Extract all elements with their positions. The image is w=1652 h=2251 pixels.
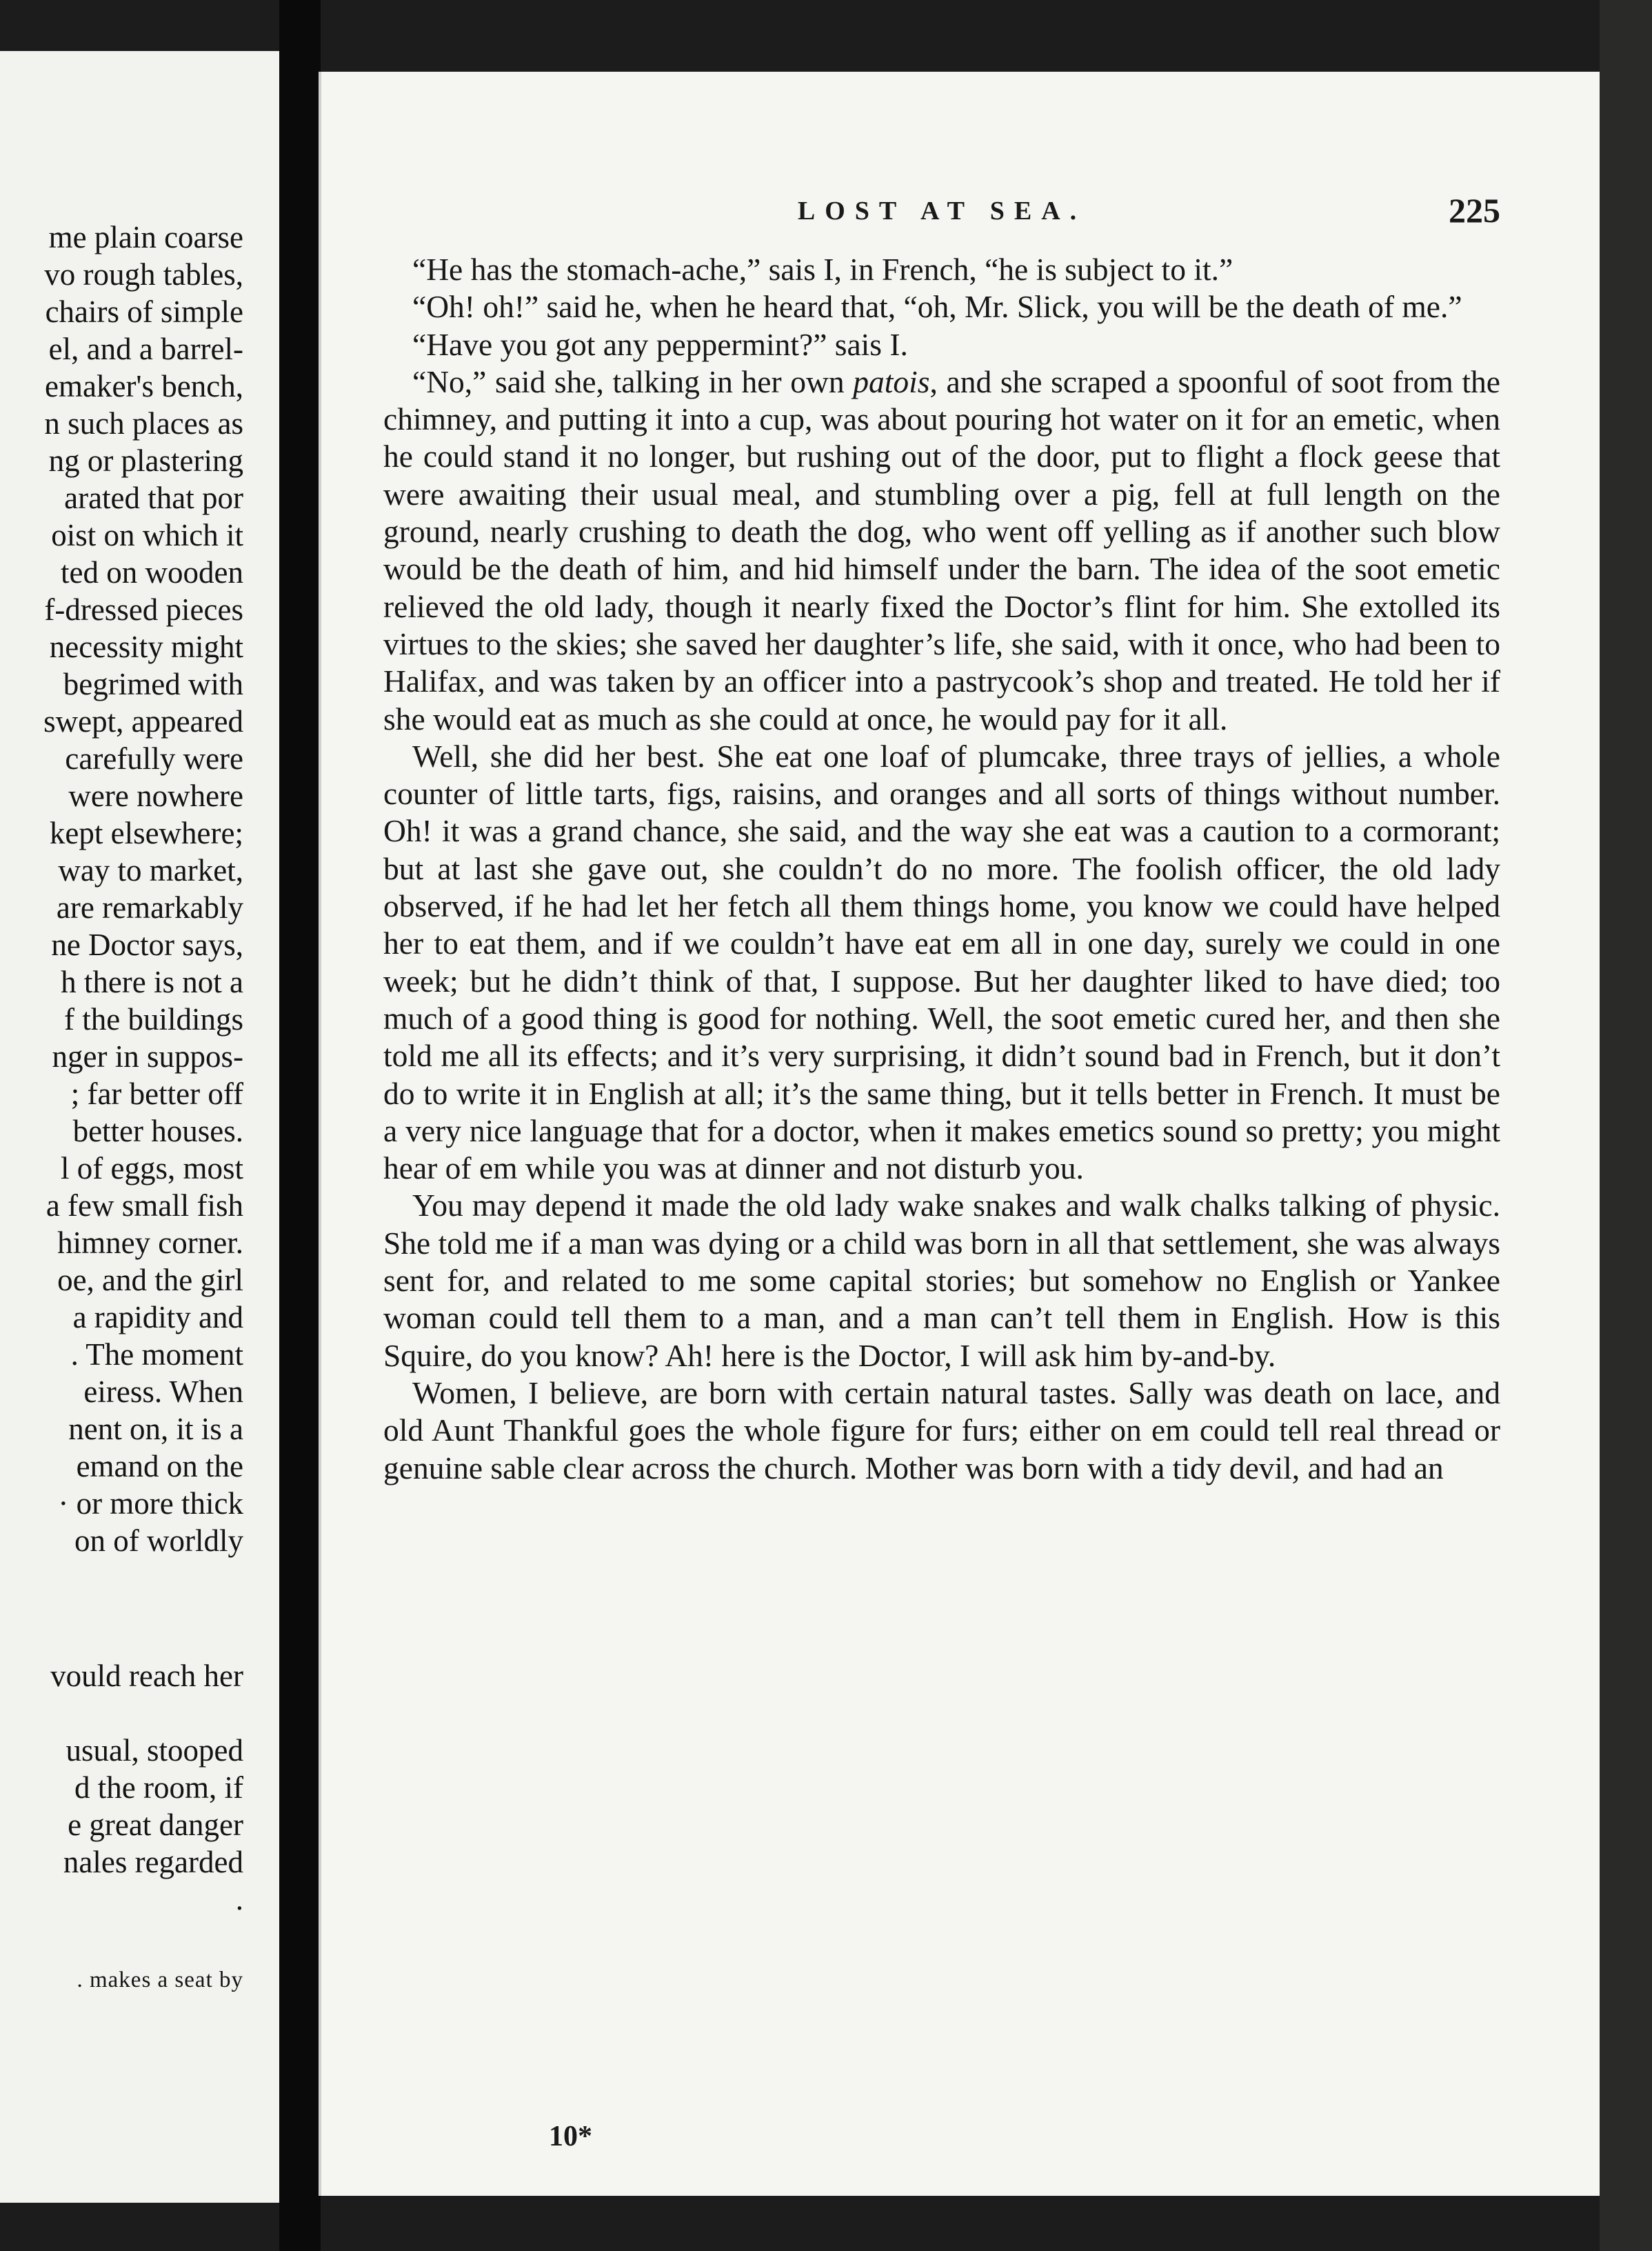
left-page-line: ng or plastering — [48, 443, 243, 478]
body-text — [383, 251, 1500, 1487]
left-page-line: d the room, if — [74, 1770, 243, 1805]
left-page-line: ne Doctor says, — [51, 928, 243, 962]
left-page-line: oe, and the girl — [57, 1263, 243, 1297]
left-page-line: swept, appeared — [43, 704, 243, 739]
left-page-line: nger in suppos- — [52, 1039, 243, 1074]
left-page-line: better houses. — [72, 1114, 243, 1148]
left-page-line: · or more thick — [58, 1486, 243, 1521]
paragraph: “He has the stomach-ache,” sais I, in French, “he is subject to it.” — [412, 252, 1233, 287]
paragraph: Well, she did her best. She eat one loaf of plumcake, three trays of jellies, a whole counter of little tarts, figs, raisins, and oranges and all sorts of things without number. Oh! it was a grand chance, she said, and the way she eat was a caution to a cormorant; but at last she gave out, she couldn’t do no more. The foolish officer, the old lady observed, if he had let her fetch all them things home, you know we could have helped her to eat them, and if we couldn’t have eat em all in one day, surely we could in one week; but he didn’t think of that, I suppose. But her daughter liked to have died; too much of a good thing is good for nothing. Well, the soot emetic cured her, and then she told me all its effects; and it’s very surprising, it didn’t sound bad in French, but it don’t do to write it in English at all; it’s the same thing, but it tells better in French. It must be a very nice language that for a doctor, when it makes emetics sound so pretty; you might hear of em while you was at dinner and not disturb you. — [383, 738, 1500, 1186]
left-page-line: way to market, — [58, 853, 243, 888]
left-page-line: chairs of simple — [45, 294, 243, 329]
page-number: 225 — [1449, 191, 1500, 230]
paragraph: “No,” said she, talking in her own patois, and she scraped a spoonful of soot from the chimney, and putting it into a cup, was about pouring hot water on it for an emetic, when he could stand it no longer, but rushing out of the door, put to flight a flock geese that were awaiting their usual meal, and stumbling over a pig, fell at full length on the ground, nearly crushing to death the dog, who went off yelling as if another such blow would be the death of him, and hid himself under the barn. The idea of the soot emetic relieved the old lady, though it nearly fixed the Doctor’s flint for him. She extolled its virtues to the skies; she saved her daughter’s life, she said, with it once, who had been to Halifax, and was taken by an officer into a pastrycook’s shop and treated. He told her if she would eat as much as she could at once, he would pay for it all. — [383, 363, 1500, 737]
left-page-line: . — [235, 1882, 243, 1917]
paragraph: “Oh! oh!” said he, when he heard that, “oh, Mr. Slick, you will be the death of me.” — [412, 289, 1462, 325]
left-page-line: were nowhere — [68, 779, 243, 813]
left-page-line: e great danger — [68, 1808, 243, 1842]
left-page-line: begrimed with — [63, 667, 243, 701]
left-page-line: . The moment — [70, 1337, 243, 1372]
left-page-line: h there is not a — [61, 965, 243, 999]
left-page-line: ; far better off — [70, 1077, 243, 1111]
left-page-line: f-dressed pieces — [44, 592, 243, 627]
paragraph: You may depend it made the old lady wake snakes and walk chalks talking of physic. She told me if a man was dying or a child was born in all that settlement, she was always sent for, and related to me some capital stories; but somehow no English or Yankee woman could tell them to a man, and a man can’t tell them in English. How is this Squire, do you know? Ah! here is the Doctor, I will ask him by-and-by. — [383, 1188, 1500, 1373]
left-page-fragment — [0, 51, 279, 2203]
left-page-line: nales regarded — [63, 1845, 243, 1879]
left-page-line: eiress. When — [83, 1374, 243, 1409]
left-page-line: necessity might — [49, 630, 243, 664]
scan-edge — [1600, 0, 1652, 2251]
page-header — [383, 190, 1500, 232]
signature-mark: 10* — [549, 2121, 592, 2152]
left-page-line: n such places as — [44, 406, 243, 441]
left-page-line: arated that por — [64, 481, 243, 515]
left-page-line: vould reach her — [50, 1659, 243, 1693]
left-page-line: ted on wooden — [61, 555, 243, 590]
left-page-line: himney corner. — [57, 1225, 243, 1260]
left-page-line: on of worldly — [74, 1523, 243, 1558]
left-page-line: me plain coarse — [48, 220, 243, 254]
running-head: LOST AT SEA. — [797, 197, 1087, 226]
left-page-line: emand on the — [76, 1449, 243, 1483]
paragraph: Women, I believe, are born with certain natural tastes. Sally was death on lace, and old Aunt Thankful goes the whole figure for furs; either on em could tell real thread or genuine sable clear across the church. Mother was born with a tidy devil, and had an — [383, 1374, 1500, 1485]
left-page-line: . makes a seat by — [77, 1968, 243, 1992]
left-page-line: usual, stooped — [66, 1733, 243, 1768]
left-page-line: kept elsewhere; — [49, 816, 243, 850]
left-page-line: nent on, it is a — [68, 1412, 243, 1446]
left-page-line: are remarkably — [56, 890, 243, 925]
left-page-line: oist on which it — [51, 518, 243, 552]
left-page-line: vo rough tables, — [44, 257, 243, 292]
left-page-line: carefully were — [65, 741, 243, 776]
book-spine — [279, 0, 321, 2251]
left-page-line: emaker's bench, — [45, 369, 243, 403]
paragraph: “Have you got any peppermint?” sais I. — [412, 326, 908, 362]
left-page-line: a rapidity and — [72, 1300, 243, 1334]
italic-word: patois — [853, 363, 930, 399]
left-page-line: a few small fish — [46, 1188, 243, 1223]
left-page-line: el, and a barrel- — [48, 332, 243, 366]
page-225 — [319, 72, 1600, 2196]
left-page-line: f the buildings — [64, 1002, 243, 1037]
left-page-line: l of eggs, most — [61, 1151, 243, 1185]
